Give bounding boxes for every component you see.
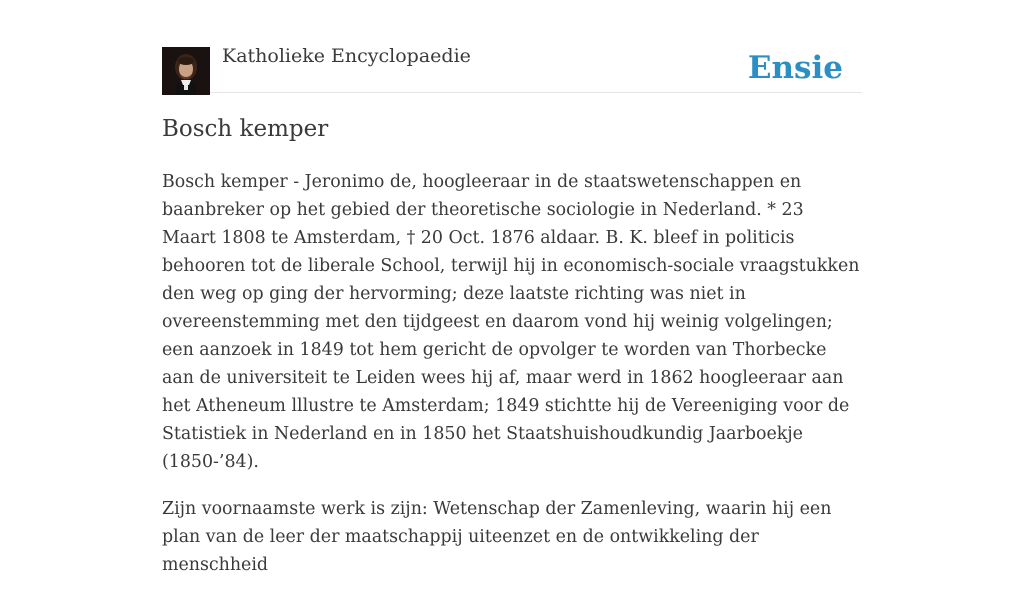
portrait-icon[interactable] [162, 47, 210, 95]
site-title[interactable]: Katholieke Encyclopaedie [222, 45, 471, 67]
article-paragraph: Bosch kemper - Jeronimo de, hoogleeraar in de staatswetenschappen en baanbreker op het gebied der theoretische sociologie in Nederland. * 23 Maart 1808 te Amsterdam, † 20 Oct. 1876 aldaar. B. K. bleef in politicis behooren tot de liberale School, terwijl hij in economisch-sociale vraagstukken den weg op ging der hervorming; deze laatste richting was niet in overeenstemming met den tijdgeest en daarom vond hij weinig volgelingen; een aanzoek in 1849 tot hem gericht de opvolger te worden van Thorbecke aan de universiteit te Leiden wees hij af, maar werd in 1862 hoogleeraar aan het Atheneum lllustre te Amsterdam; 1849 stichtte hij de Vereeniging voor de Statistiek in Nederland en in 1850 het Staatshuishoudkundig Jaarboekje (1850-’84). [162, 172, 860, 472]
article-body [162, 168, 862, 598]
brand-logo[interactable]: Ensie [747, 50, 843, 86]
site-header [162, 0, 862, 93]
page-container [162, 0, 862, 575]
article-paragraph: Zijn voornaamste werk is zijn: Wetenschap der Zamenleving, waarin hij een plan van de leer der maatschappij uiteenzet en de ontwikkeling der menschheid [162, 499, 832, 575]
page-title: Bosch kemper [162, 116, 329, 142]
